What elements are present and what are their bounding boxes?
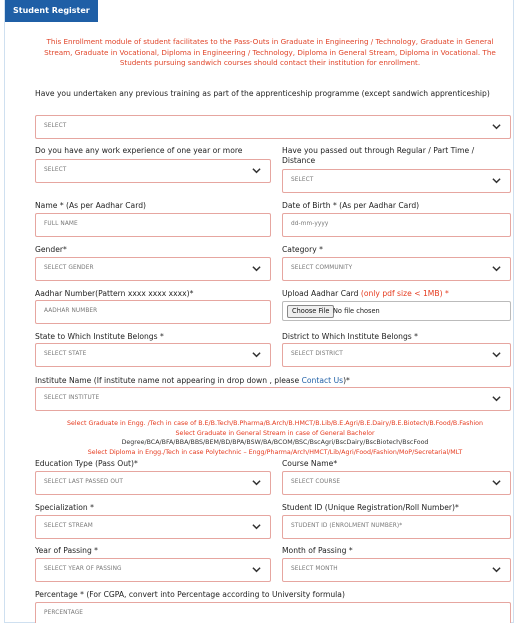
passout-type-label: Have you passed out through Regular / Part Time / Distance xyxy=(282,146,475,165)
state-select-value: SELECT STATE xyxy=(44,351,87,357)
year-passing-select-value: SELECT YEAR OF PASSING xyxy=(44,566,122,572)
month-passing-label: Month of Passing * xyxy=(282,546,353,555)
choose-file-button[interactable]: Choose File xyxy=(287,305,334,318)
state-label: State to Which Institute Belongs * xyxy=(35,332,164,341)
dob-label: Date of Birth * (As per Aadhar Card) xyxy=(282,201,420,210)
education-type-select-value: SELECT LAST PASSED OUT xyxy=(44,479,124,485)
district-select[interactable] xyxy=(282,343,511,367)
gender-select[interactable] xyxy=(35,257,271,281)
file-status-text: No file chosen xyxy=(333,307,380,315)
passout-type-select-value: SELECT xyxy=(291,177,314,183)
aadhar-input[interactable] xyxy=(35,300,271,324)
chevron-down-icon xyxy=(252,478,261,487)
education-notes xyxy=(41,419,509,457)
chevron-down-icon xyxy=(252,522,261,531)
year-passing-label: Year of Passing * xyxy=(35,546,98,555)
year-passing-select[interactable] xyxy=(35,558,271,582)
month-passing-select-value: SELECT MONTH xyxy=(291,566,338,572)
upload-size-note: (only pdf size < 1MB) xyxy=(360,289,443,298)
chevron-down-icon xyxy=(252,264,261,273)
district-label: District to Which Institute Belongs * xyxy=(282,332,418,341)
intro-text: This Enrollment module of student facilitates to the Pass-Outs in Graduate in Engineering / Technology, Graduate in General Stream, Graduate in Vocational, Diploma in Engineering / Technology, Diploma in General Stream, Diploma in Vocational. The Students pursuing sandwich courses should contact their institution for enrollment. xyxy=(44,37,496,67)
chevron-down-icon xyxy=(492,478,501,487)
upload-required-star: * xyxy=(444,289,449,298)
specialization-select-value: SELECT STREAM xyxy=(44,523,93,529)
institute-label-text: Institute Name (If institute name not appearing in drop down , please xyxy=(35,376,300,385)
institute-label xyxy=(35,376,505,386)
course-select[interactable] xyxy=(282,471,511,495)
chevron-down-icon xyxy=(252,565,261,574)
specialization-select[interactable] xyxy=(35,515,271,539)
category-select[interactable] xyxy=(282,257,511,281)
institute-select[interactable] xyxy=(35,387,511,411)
passout-type-select[interactable] xyxy=(282,169,511,193)
chevron-down-icon xyxy=(492,176,501,185)
training-question-label: Have you undertaken any previous training as part of the apprenticeship programme (except sandwich apprenticeship) xyxy=(35,89,490,98)
training-select-value: SELECT xyxy=(44,123,67,129)
category-select-value: SELECT COMMUNITY xyxy=(291,265,353,271)
chevron-down-icon xyxy=(492,394,501,403)
institute-label-end: )* xyxy=(343,376,350,385)
chevron-down-icon xyxy=(492,350,501,359)
note-diploma: Select Diploma in Engg./Tech in case Polytechnic – Engg/Pharma/Arch/HMCT/Lib/Agri/Food/Fashion/MoP/Secretarial/MLT xyxy=(87,448,463,456)
aadhar-file-input[interactable] xyxy=(282,301,511,321)
state-select[interactable] xyxy=(35,343,271,367)
note-graduate-general: Select Graduate in General Stream in case of General Bachelor xyxy=(175,429,375,437)
percentage-input[interactable] xyxy=(35,602,511,623)
chevron-down-icon xyxy=(252,350,261,359)
experience-question-label: Do you have any work experience of one year or more xyxy=(35,146,243,155)
category-label: Category * xyxy=(282,245,323,254)
chevron-down-icon xyxy=(492,565,501,574)
dob-input[interactable] xyxy=(282,213,511,237)
student-id-input[interactable] xyxy=(282,515,511,539)
aadhar-label: Aadhar Number(Pattern xxxx xxxx xxxx)* xyxy=(35,289,194,298)
chevron-down-icon xyxy=(492,122,501,131)
student-id-label: Student ID (Unique Registration/Roll Number)* xyxy=(282,503,459,512)
district-select-value: SELECT DISTRICT xyxy=(291,351,343,357)
aadhar-placeholder: AADHAR NUMBER xyxy=(44,308,98,314)
upload-label xyxy=(282,289,449,299)
note-graduate-engg: Select Graduate in Engg. /Tech in case of B.E/B.Tech/B.Pharma/B.Arch/B.HMCT/B.Lib/B.E.Agri/B.E.Dairy/B.E.Biotech/B.Food/B.Fashion xyxy=(67,420,483,427)
percentage-label: Percentage * (For CGPA, convert into Percentage according to University formula) xyxy=(35,590,345,599)
contact-us-link[interactable]: Contact Us xyxy=(301,376,344,385)
specialization-label: Specialization * xyxy=(35,503,94,512)
experience-select[interactable] xyxy=(35,159,271,183)
month-passing-select[interactable] xyxy=(282,558,511,582)
institute-select-value: SELECT INSTITUTE xyxy=(44,395,100,401)
name-input[interactable] xyxy=(35,213,271,237)
gender-select-value: SELECT GENDER xyxy=(44,265,94,271)
form-header-tab: Student Register xyxy=(5,0,98,22)
note-degree-list: Degree/BCA/BFA/BBA/BBS/BEM/BD/BPA/BSW/BA/BCOM/BSC/BscAgri/BscDairy/BscBiotech/BscFood xyxy=(121,439,429,447)
education-type-label: Education Type (Pass Out)* xyxy=(35,459,138,468)
gender-label: Gender* xyxy=(35,245,67,254)
education-type-select[interactable] xyxy=(35,471,271,495)
dob-placeholder: dd-mm-yyyy xyxy=(291,221,329,227)
percentage-placeholder: PERCENTAGE xyxy=(44,610,84,616)
chevron-down-icon xyxy=(252,166,261,175)
experience-select-value: SELECT xyxy=(44,167,67,173)
course-select-value: SELECT COURSE xyxy=(291,479,341,485)
name-placeholder: FULL NAME xyxy=(44,221,78,227)
course-label: Course Name* xyxy=(282,459,338,468)
training-select[interactable] xyxy=(35,115,511,139)
upload-label-text: Upload Aadhar Card xyxy=(282,289,359,298)
chevron-down-icon xyxy=(492,264,501,273)
student-id-placeholder: STUDENT ID (ENROLMENT NUMBER)* xyxy=(291,523,403,529)
name-label: Name * (As per Aadhar Card) xyxy=(35,201,146,210)
student-register-form xyxy=(4,0,514,623)
